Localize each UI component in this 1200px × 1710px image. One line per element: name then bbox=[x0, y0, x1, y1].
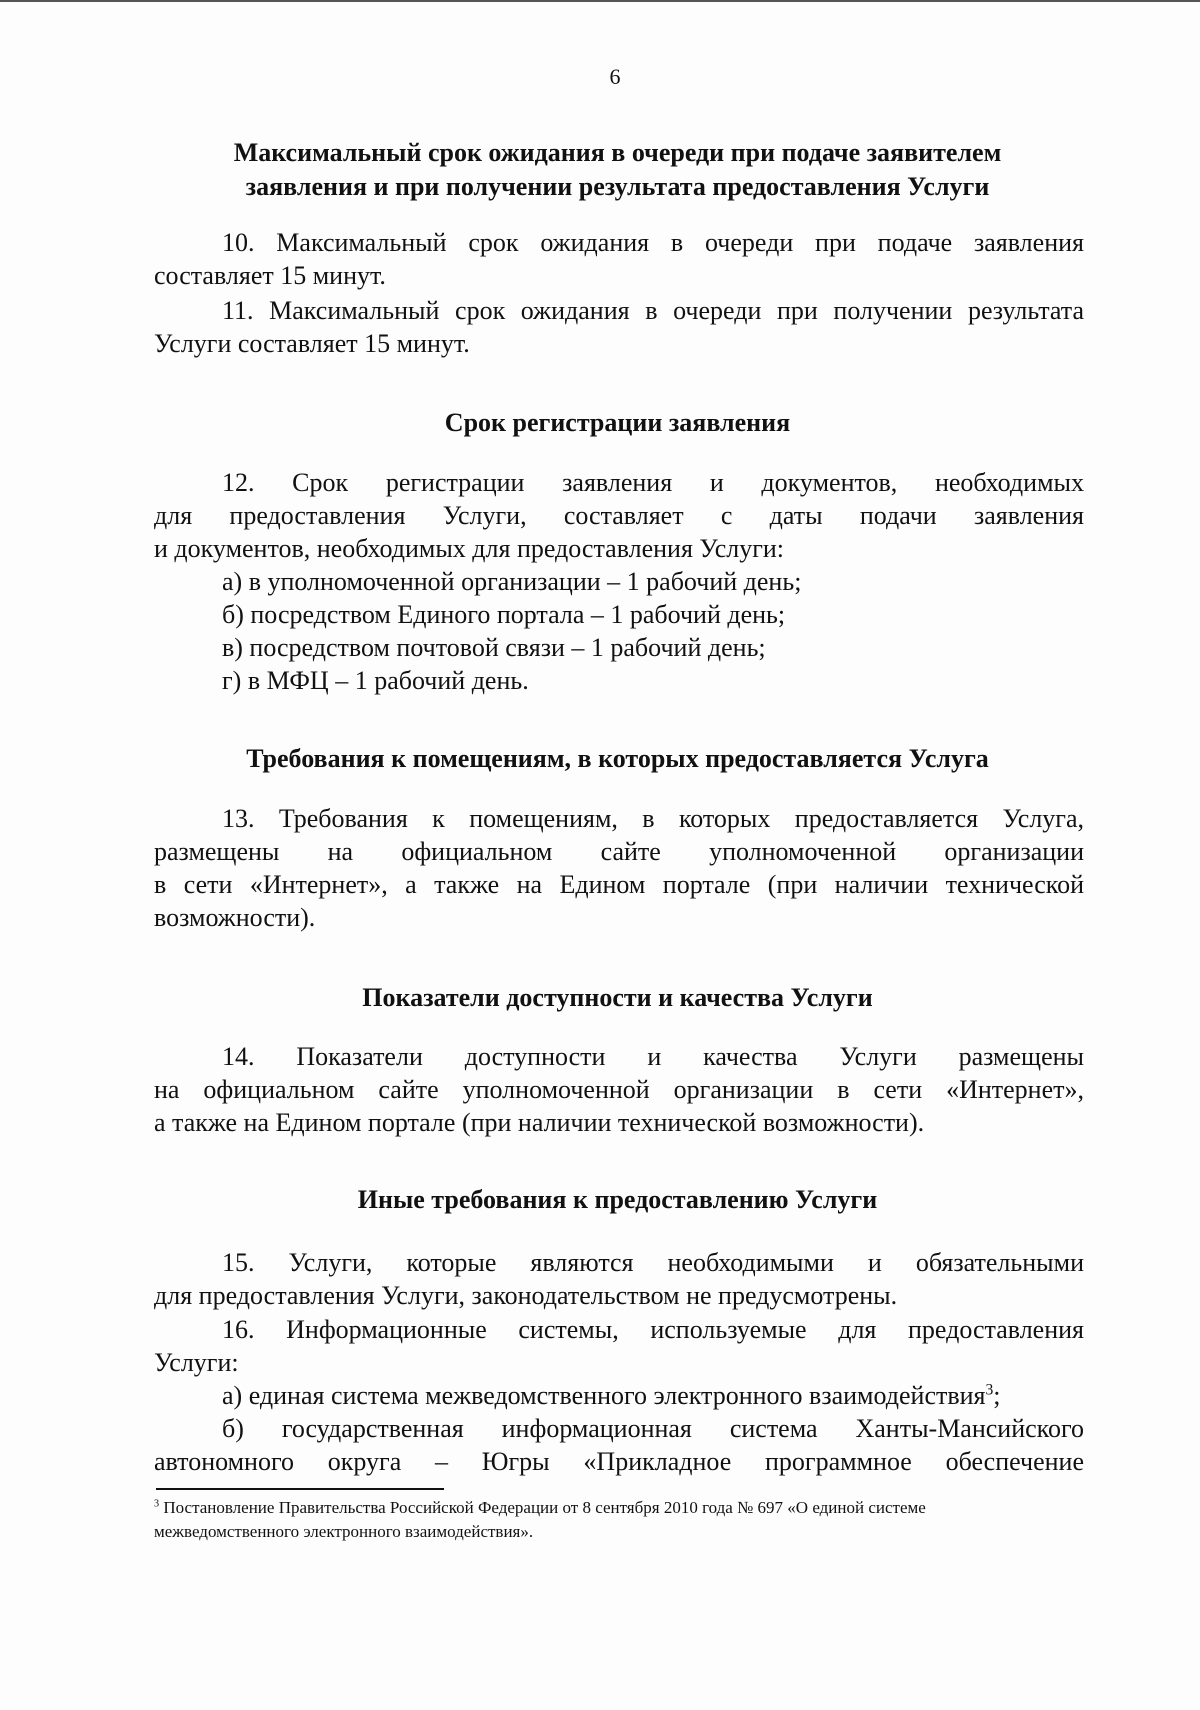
heading-line: Иные требования к предоставлению Услуги bbox=[357, 1185, 878, 1214]
heading-line: заявления и при получении результата предоставления Услуги bbox=[245, 172, 990, 201]
heading-line: Требования к помещениям, в которых предоставляется Услуга bbox=[246, 744, 989, 773]
footnote-mark: 3 bbox=[154, 1498, 160, 1510]
list-item-punctuation: ; bbox=[993, 1381, 1001, 1410]
paragraph-13 bbox=[154, 802, 1084, 934]
list-item-16a bbox=[222, 1379, 1001, 1412]
paragraph-12 bbox=[154, 466, 1084, 565]
paragraph-line: а также на Едином портале (при наличии технической возможности). bbox=[154, 1108, 925, 1137]
paragraph-line: для предоставления Услуги, законодательством не предусмотрены. bbox=[154, 1281, 898, 1310]
paragraph-10 bbox=[154, 226, 1084, 292]
paragraph-line: 13. Требования к помещениям, в которых предоставляется Услуга, bbox=[222, 804, 1084, 833]
paragraph-line: 16. Информационные системы, используемые для предоставления bbox=[222, 1315, 1084, 1344]
paragraph-line: в сети «Интернет», а также на Едином портале (при наличии технической bbox=[154, 870, 1084, 899]
paragraph-14 bbox=[154, 1040, 1084, 1139]
paragraph-line: 14. Показатели доступности и качества Услуги размещены bbox=[222, 1042, 1084, 1071]
heading-line: Срок регистрации заявления bbox=[444, 408, 791, 437]
footnote-line: межведомственного электронного взаимодействия». bbox=[154, 1522, 534, 1541]
footnote-separator bbox=[156, 1488, 444, 1490]
paragraph-line: возможности). bbox=[154, 903, 316, 932]
paragraph-line: Услуги: bbox=[154, 1348, 239, 1377]
paragraph-line: б) государственная информационная система Ханты-Мансийского bbox=[222, 1414, 1084, 1443]
scan-edge bbox=[0, 0, 1200, 2]
list-item: б) посредством Единого портала – 1 рабочий день; bbox=[222, 600, 786, 629]
list-item: в) посредством почтовой связи – 1 рабочий день; bbox=[222, 633, 766, 662]
section-heading-other-requirements bbox=[150, 1183, 1085, 1217]
paragraph-line: 10. Максимальный срок ожидания в очереди при подаче заявления bbox=[222, 228, 1084, 257]
list-item-text: а) единая система межведомственного электронного взаимодействия bbox=[222, 1381, 986, 1410]
paragraph-15 bbox=[154, 1246, 1084, 1312]
paragraph-line: 15. Услуги, которые являются необходимыми и обязательными bbox=[222, 1248, 1084, 1277]
paragraph-line: размещены на официальном сайте уполномоченной организации bbox=[154, 837, 1084, 866]
paragraph-line: Услуги составляет 15 минут. bbox=[154, 329, 470, 358]
paragraph-line: 11. Максимальный срок ожидания в очереди при получении результата bbox=[222, 296, 1084, 325]
paragraph-16 bbox=[154, 1313, 1084, 1379]
page-number: 6 bbox=[609, 64, 621, 89]
section-heading-premises bbox=[150, 742, 1085, 776]
paragraph-line: для предоставления Услуги, составляет с даты подачи заявления bbox=[154, 501, 1084, 530]
list-item: г) в МФЦ – 1 рабочий день. bbox=[222, 666, 529, 695]
paragraph-line: составляет 15 минут. bbox=[154, 261, 386, 290]
section-heading-quality-indicators bbox=[150, 981, 1085, 1015]
paragraph-line: автономного округа – Югры «Прикладное программное обеспечение bbox=[154, 1447, 1084, 1476]
footnote-line bbox=[154, 1496, 1088, 1520]
paragraph-line: 12. Срок регистрации заявления и документов, необходимых bbox=[222, 468, 1084, 497]
paragraph-line: и документов, необходимых для предоставления Услуги: bbox=[154, 534, 785, 563]
section-heading-waiting-time bbox=[150, 136, 1085, 204]
heading-line: Максимальный срок ожидания в очереди при подаче заявителем bbox=[233, 138, 1002, 167]
footnote bbox=[154, 1496, 1088, 1544]
footnote-text: Постановление Правительства Российской Федерации от 8 сентября 2010 года № 697 «О единой системе bbox=[163, 1498, 926, 1517]
footnote-reference: 3 bbox=[985, 1381, 994, 1399]
paragraph-line: на официальном сайте уполномоченной организации в сети «Интернет», bbox=[154, 1075, 1084, 1104]
list-item: а) в уполномоченной организации – 1 рабочий день; bbox=[222, 567, 802, 596]
heading-line: Показатели доступности и качества Услуги bbox=[362, 983, 873, 1012]
paragraph-11 bbox=[154, 294, 1084, 360]
section-heading-registration-time bbox=[150, 406, 1085, 440]
paragraph-16b bbox=[154, 1412, 1084, 1478]
